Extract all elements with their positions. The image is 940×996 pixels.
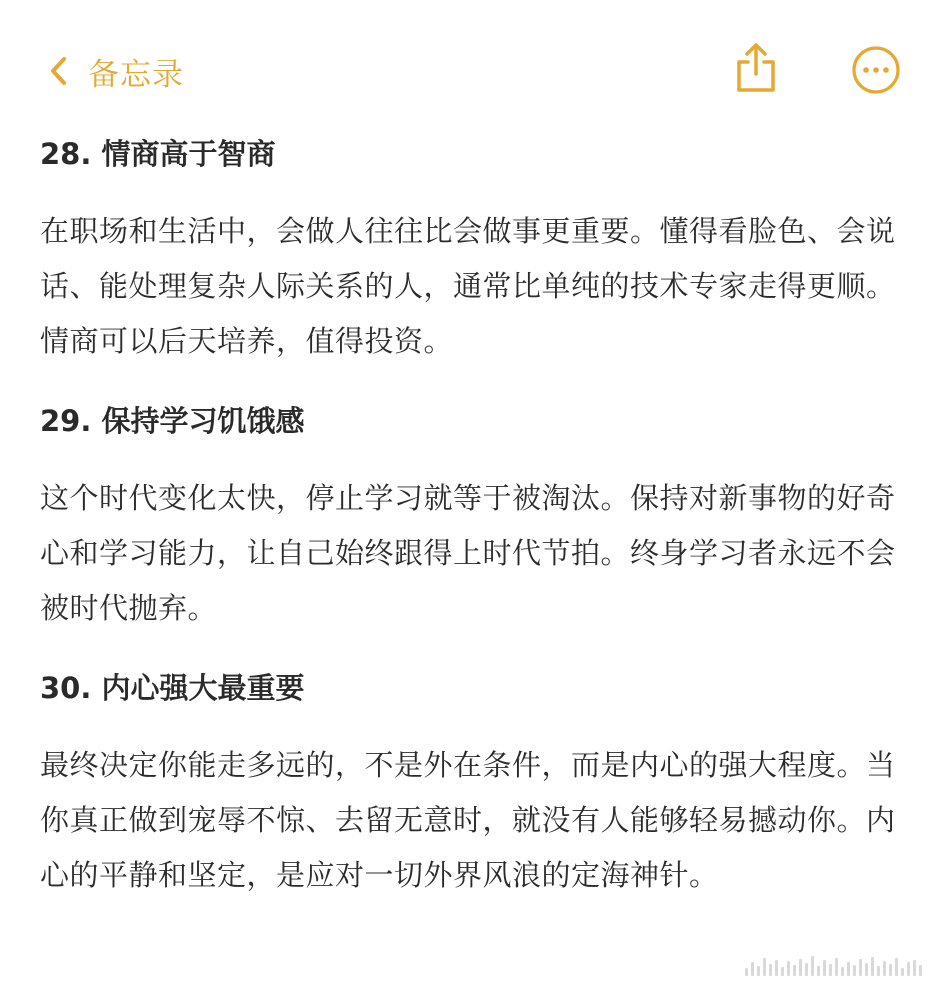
back-button-label: 备忘录 — [88, 56, 184, 93]
section-paragraph: 最终决定你能走多远的，不是外在条件，而是内心的强大程度。当你真正做到宠辱不惊、去留无意时，就没有人能够轻易撼动你。内心的平静和坚定，是应对一切外界风浪的定海神针。 — [40, 748, 896, 892]
ellipsis-circle-icon — [850, 81, 902, 100]
watermark — [745, 956, 922, 976]
share-icon — [730, 81, 782, 100]
section-paragraph: 这个时代变化太快，停止学习就等于被淘汰。保持对新事物的好奇心和学习能力，让自己始终跟得上时代节拍。终身学习者永远不会被时代抛弃。 — [40, 481, 896, 625]
chevron-left-icon — [48, 56, 68, 86]
section-heading: 30. 内心强大最重要 — [40, 671, 305, 705]
section-heading: 29. 保持学习饥饿感 — [40, 404, 305, 438]
note-section — [40, 395, 902, 636]
section-paragraph: 在职场和生活中，会做人往往比会做事更重要。懂得看脸色、会说话、能处理复杂人际关系的人，通常比单纯的技术专家走得更顺。情商可以后天培养，值得投资。 — [40, 214, 896, 358]
back-button[interactable] — [48, 46, 184, 96]
share-button[interactable] — [730, 40, 782, 96]
navigation-bar — [0, 0, 940, 140]
note-section — [40, 662, 902, 903]
note-body[interactable] — [40, 128, 902, 929]
section-heading: 28. 情商高于智商 — [40, 137, 276, 171]
note-section — [40, 128, 902, 369]
more-button[interactable] — [850, 44, 902, 96]
